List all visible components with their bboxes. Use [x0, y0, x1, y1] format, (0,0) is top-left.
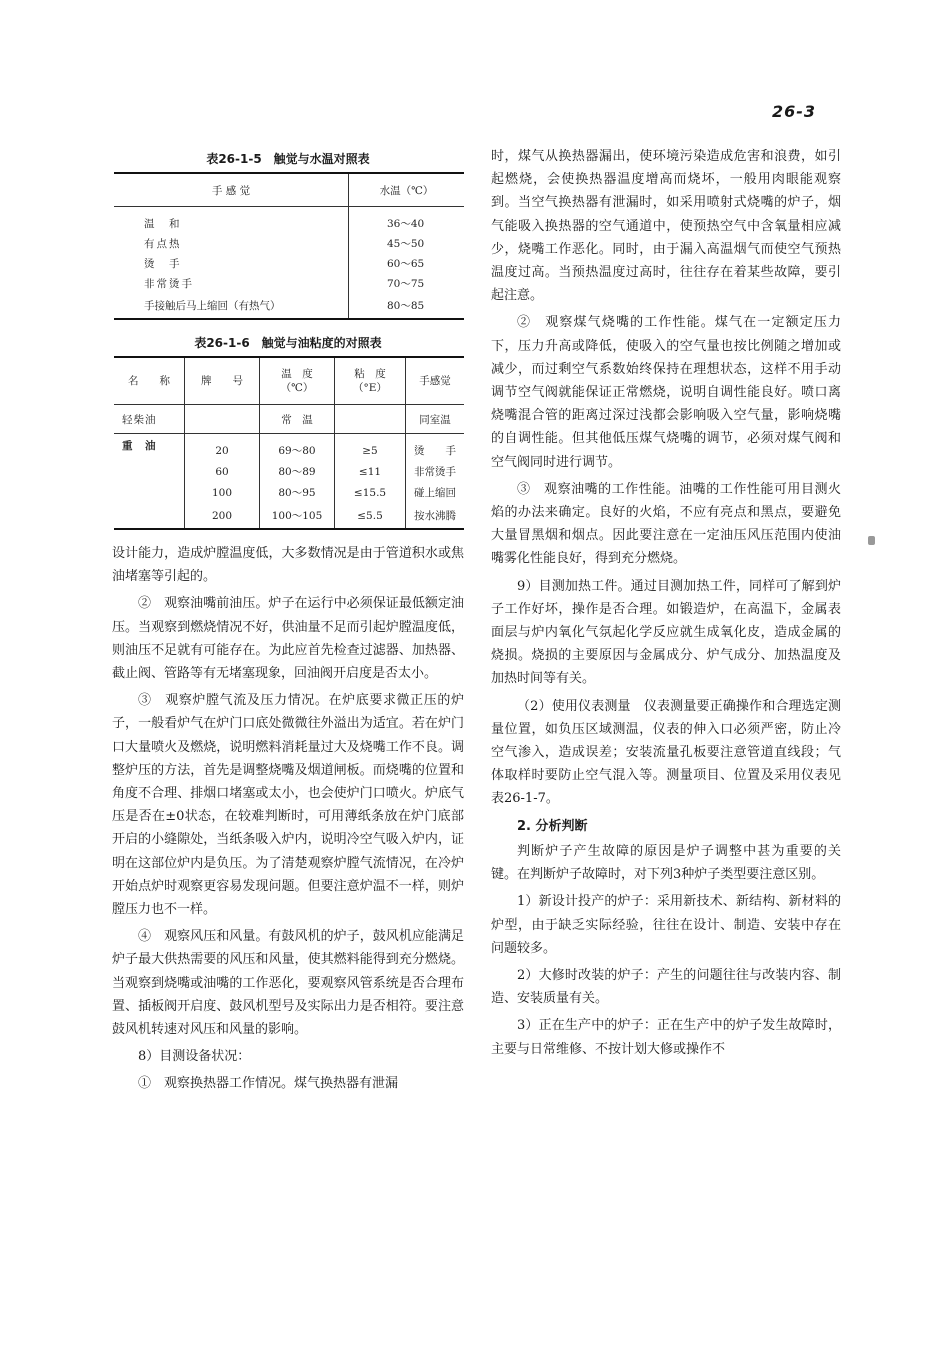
table2-cell-grade: 20: [185, 434, 260, 462]
table2-cell-feel: 碰上缩回: [414, 487, 456, 499]
paragraph: ③ 观察炉膛气流及压力情况。在炉底要求微正压的炉子，一般看炉气在炉门口底处微微往外溢出为适宜。若在炉门口大量喷火及燃烧，说明燃料消耗量过大及烧嘴工作不良。调整炉压的方法，首先是调整烧嘴及烟道闸板。而烧嘴的位置和角度不合理、排烟口堵塞或太小，也会使炉门口喷火。炉底气压是否在±0状态，在较难判断时，可用薄纸条放在炉门底部开启的小缝隙处，当纸条吸入炉内，说明冷空气吸入炉内，证明在这部位炉内是负压。为了清楚观察炉膛气流情况，在冷炉开始点炉时观察更容易发现问题。但要注意炉温不一样，则炉膛压力也不一样。: [112, 693, 464, 918]
table1-cell-temp: 36～40: [387, 217, 425, 230]
table2-cell-feel: 烫 手: [414, 445, 456, 457]
paragraph: ④ 观察风压和风量。有鼓风机的炉子，鼓风机应能满足炉子最大供热需要的风压和风量，使其燃料能得到充分燃烧。当观察到烧嘴或油嘴的工作恶化，要观察风管系统是否合理布置、插板阀开启度、鼓风机型号及实际出力是否相符。要注意鼓风机转速对风压和风量的影响。: [112, 929, 464, 1038]
table1-cell-feel: 非常烫手: [114, 273, 349, 293]
paragraph: 3）正在生产中的炉子：正在生产中的炉子发生故障时，主要与日常维修、不按计划大修或操作不: [491, 1018, 841, 1057]
table-row: [114, 233, 464, 253]
table2-cell-name: 轻柴油: [114, 405, 185, 434]
table2-caption: 表26-1-6 触觉与油粘度的对照表: [194, 336, 382, 350]
page-number: 26-3: [772, 102, 817, 121]
table2-cell-temp: 常 温: [260, 405, 335, 434]
table1-header-feel: 手 感 觉: [114, 173, 349, 207]
table1-cell-feel: 有点热: [114, 233, 349, 253]
table2-cell-viscosity: ≤11: [335, 461, 406, 482]
table1-header-temp: 水温（℃）: [349, 173, 465, 207]
table2-cell-grade: 60: [185, 461, 260, 482]
paragraph: （2）使用仪表测量 仪表测量要正确操作和合理选定测量位置，如负压区域测温，仪表的伸入口必须严密，防止冷空气渗入，造成误差；安装流量孔板要注意管道直线段；气体取样时要防止空气混入等。测量项目、位置及采用仪表见表26-1-7。: [491, 698, 841, 807]
table2-header-row: [114, 357, 464, 405]
paragraph: 时，煤气从换热器漏出，使环境污染造成危害和浪费，如引起燃烧，会使换热器温度增高而烧坏，一般用肉眼能观察到。当空气换热器有泄漏时，如采用喷射式烧嘴的炉子，烟气能吸入换热器的空气通道中，使预热空气中含氧量相应减少，烧嘴工作恶化。同时，由于漏入高温烟气而使空气预热温度过高。当预热温度过高时，往往存在着某些故障，要引起注意。: [491, 149, 841, 304]
table1-water-temperature: [114, 172, 464, 320]
table2-cell-temp: 80～89: [260, 461, 335, 482]
table1-cell-temp: 80～85: [387, 300, 425, 312]
table-row: [114, 434, 464, 462]
table2-header-grade: 牌 号: [185, 357, 260, 405]
paragraph: ② 观察油嘴前油压。炉子在运行中必须保证最低额定油压。当观察到燃烧情况不好，供油量不足而引起炉膛温度低，则油压不足就有可能存在。为此应首先检查过滤器、加热器、截止阀、管路等有无堵塞现象，回油阀开启度是否太小。: [112, 596, 464, 682]
table1-cell-temp: 60～65: [387, 257, 425, 270]
left-column: [112, 542, 464, 1100]
section-heading: 2. 分析判断: [517, 818, 588, 834]
right-column: [491, 145, 841, 1065]
table2-cell-viscosity: ≤5.5: [335, 503, 406, 529]
table2-header-name: 名 称: [114, 357, 185, 405]
table1-caption: 表26-1-5 触觉与水温对照表: [206, 152, 370, 166]
table2-cell-name: 重 油: [114, 434, 185, 530]
table2-cell-viscosity: ≤15.5: [335, 482, 406, 503]
paragraph: 9）目测加热工件。通过目测加热工件，同样可了解到炉子工作好坏，操作是否合理。如锻造炉，在高温下，金属表面层与炉内氧化气氛起化学反应就生成氧化皮，造成金属的烧损。烧损的主要原因与金属成分、炉气成分、加热温度及加热时间等有关。: [491, 578, 841, 687]
table-row: [114, 253, 464, 273]
paragraph: ① 观察换热器工作情况。煤气换热器有泄漏: [138, 1076, 399, 1092]
table2-cell-grade: 100: [185, 482, 260, 503]
table1-header-row: [114, 173, 464, 207]
paragraph: ② 观察煤气烧嘴的工作性能。煤气在一定额定压力下，压力升高或降低，使吸入的空气量也按比例随之增加或减少，而过剩空气系数始终保持在理想状态，这样不用手动调节空气阀就能保证正常燃烧，说明自调性能良好。喷口离烧嘴混合管的距离过深过浅都会影响吸入空气量，影响烧嘴的自调性能。但其他低压煤气烧嘴的调节，必须对煤气阀和空气阀同时进行调节。: [491, 315, 841, 470]
table-row: [114, 293, 464, 319]
table1-cell-feel: 烫 手: [114, 253, 349, 273]
table2-cell-temp: 80～95: [260, 482, 335, 503]
table2-oil-viscosity: [114, 356, 464, 530]
paragraph: 判断炉子产生故障的原因是炉子调整中甚为重要的关键。在判断炉子故障时，对下列3种炉子类型要注意区别。: [491, 843, 841, 883]
table1-cell-feel: 手接触后马上缩回（有热气）: [114, 293, 349, 319]
table2-cell-grade: 200: [185, 503, 260, 529]
table1-cell-temp: 45～50: [387, 237, 425, 250]
paragraph: 1）新设计投产的炉子：采用新技术、新结构、新材料的炉型，由于缺乏实际经验，往往在设计、制造、安装中存在问题较多。: [491, 894, 841, 956]
table2-header-feel: 手感觉: [406, 357, 465, 405]
table2-header-viscosity: 粘 度 （°E）: [335, 357, 406, 405]
table1-cell-feel: 温 和: [114, 207, 349, 234]
scan-speck: [868, 536, 875, 545]
paragraph: 设计能力，造成炉膛温度低，大多数情况是由于管道积水或焦油堵塞等引起的。: [112, 546, 464, 585]
table-row: [114, 207, 464, 234]
table2-cell-feel: 按水沸腾: [414, 510, 456, 522]
table2-header-temp: 温 度 （℃）: [260, 357, 335, 405]
table2-cell-viscosity: ≥5: [335, 434, 406, 462]
table-row: [114, 405, 464, 434]
table2-cell-feel: 同室温: [406, 405, 465, 434]
paragraph: ③ 观察油嘴的工作性能。油嘴的工作性能可用目测火焰的办法来确定。良好的火焰，不应有亮点和黑点，要避免大量冒黑烟和烟点。因此要注意在一定油压风压范围内使油嘴雾化性能良好，得到充分燃烧。: [491, 481, 841, 567]
table2-cell-feel: 非常烫手: [414, 466, 456, 478]
table2-cell-temp: 69～80: [260, 434, 335, 462]
table-row: [114, 273, 464, 293]
table2-cell-viscosity: [335, 405, 406, 434]
table2-cell-grade: [185, 405, 260, 434]
table2-cell-temp: 100～105: [260, 503, 335, 529]
paragraph: 8）目测设备状况：: [138, 1049, 251, 1065]
paragraph: 2）大修时改装的炉子：产生的问题往往与改装内容、制造、安装质量有关。: [491, 967, 841, 1007]
table1-cell-temp: 70～75: [387, 277, 425, 290]
